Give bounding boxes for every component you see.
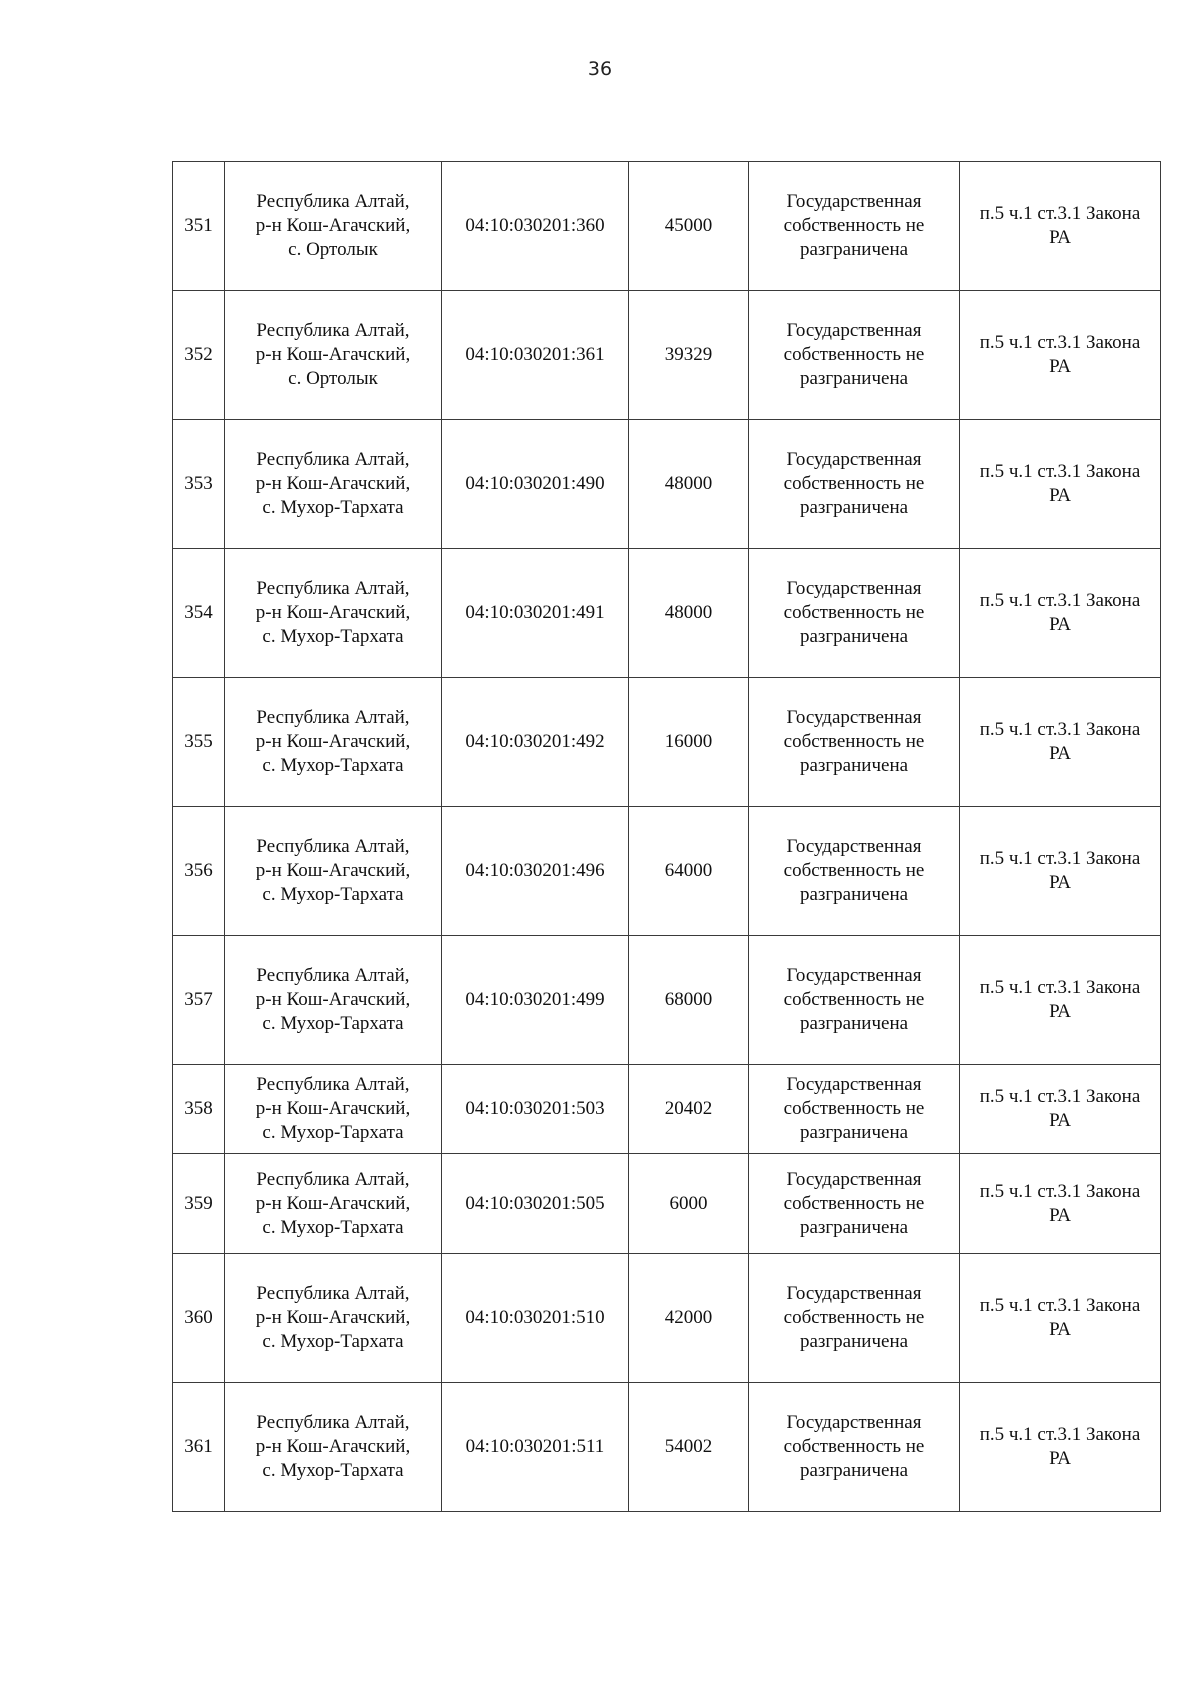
- legal-basis-cell-line: п.5 ч.1 ст.3.1 Закона: [979, 203, 1141, 224]
- area-cell: 48000: [629, 420, 749, 549]
- address-cell-line: с. Мухор-Тархата: [262, 1013, 404, 1034]
- cadastral-number-cell: 04:10:030201:511: [442, 1383, 629, 1512]
- cadastral-number-cell: 04:10:030201:505: [442, 1154, 629, 1254]
- address-cell-line: Республика Алтай,: [256, 1074, 410, 1095]
- row-number-cell: 355: [173, 678, 225, 807]
- ownership-cell-line: разграничена: [799, 1460, 909, 1481]
- legal-basis-cell: [960, 1383, 1161, 1512]
- legal-basis-cell-line: РА: [1049, 485, 1071, 506]
- row-number-cell: 356: [173, 807, 225, 936]
- ownership-cell-line: Государственная: [786, 578, 922, 599]
- table-row: [173, 936, 1161, 1065]
- ownership-cell-line: собственность не: [783, 860, 925, 881]
- address-cell-line: Республика Алтай,: [256, 320, 410, 341]
- table-row: [173, 1254, 1161, 1383]
- area-cell: 54002: [629, 1383, 749, 1512]
- cadastral-number-cell: 04:10:030201:510: [442, 1254, 629, 1383]
- address-cell-line: с. Мухор-Тархата: [262, 884, 404, 905]
- ownership-cell: [749, 162, 960, 291]
- ownership-cell-line: разграничена: [799, 884, 909, 905]
- legal-basis-cell: [960, 1065, 1161, 1154]
- address-cell: [225, 549, 442, 678]
- address-cell-line: с. Ортолык: [288, 239, 378, 260]
- cadastral-number-cell: 04:10:030201:361: [442, 291, 629, 420]
- ownership-cell-line: разграничена: [799, 1013, 909, 1034]
- ownership-cell-line: собственность не: [783, 344, 925, 365]
- address-cell-line: р-н Кош-Агачский,: [255, 731, 411, 752]
- ownership-cell-line: Государственная: [786, 965, 922, 986]
- address-cell-line: с. Ортолык: [288, 368, 378, 389]
- ownership-cell: [749, 936, 960, 1065]
- address-cell: [225, 420, 442, 549]
- row-number-cell: 357: [173, 936, 225, 1065]
- address-cell-line: Республика Алтай,: [256, 836, 410, 857]
- address-cell: [225, 291, 442, 420]
- ownership-cell: [749, 807, 960, 936]
- table-row: [173, 678, 1161, 807]
- legal-basis-cell-line: п.5 ч.1 ст.3.1 Закона: [979, 977, 1141, 998]
- address-cell-line: Республика Алтай,: [256, 1283, 410, 1304]
- ownership-cell-line: Государственная: [786, 707, 922, 728]
- table-row: [173, 162, 1161, 291]
- land-registry-table: [172, 161, 1161, 1512]
- address-cell-line: Республика Алтай,: [256, 1168, 410, 1190]
- cadastral-number-cell: 04:10:030201:491: [442, 549, 629, 678]
- address-cell-line: Республика Алтай,: [256, 191, 410, 212]
- ownership-cell-line: Государственная: [786, 1412, 922, 1433]
- legal-basis-cell-line: РА: [1049, 614, 1071, 635]
- legal-basis-cell-line: п.5 ч.1 ст.3.1 Закона: [979, 1086, 1141, 1107]
- ownership-cell-line: Государственная: [786, 191, 922, 212]
- legal-basis-cell: [960, 420, 1161, 549]
- area-cell: 68000: [629, 936, 749, 1065]
- legal-basis-cell-line: РА: [1049, 743, 1071, 764]
- address-cell: [225, 1154, 442, 1254]
- row-number-cell: 351: [173, 162, 225, 291]
- address-cell-line: Республика Алтай,: [256, 578, 410, 599]
- ownership-cell-line: Государственная: [786, 1168, 922, 1190]
- cadastral-number-cell: 04:10:030201:360: [442, 162, 629, 291]
- ownership-cell: [749, 1254, 960, 1383]
- area-cell: 64000: [629, 807, 749, 936]
- legal-basis-cell-line: РА: [1049, 227, 1071, 248]
- address-cell-line: Республика Алтай,: [256, 965, 410, 986]
- ownership-cell-line: разграничена: [799, 1331, 909, 1352]
- address-cell-line: Республика Алтай,: [256, 449, 410, 470]
- address-cell: [225, 162, 442, 291]
- ownership-cell-line: собственность не: [783, 1098, 925, 1119]
- ownership-cell: [749, 549, 960, 678]
- table-row: [173, 420, 1161, 549]
- legal-basis-cell-line: РА: [1049, 872, 1071, 893]
- legal-basis-cell: [960, 1254, 1161, 1383]
- legal-basis-cell: [960, 678, 1161, 807]
- cadastral-number-cell: 04:10:030201:490: [442, 420, 629, 549]
- legal-basis-cell-line: РА: [1049, 1001, 1071, 1022]
- address-cell-line: Республика Алтай,: [256, 1412, 410, 1433]
- ownership-cell-line: собственность не: [783, 1192, 925, 1214]
- area-cell: 20402: [629, 1065, 749, 1154]
- ownership-cell: [749, 1065, 960, 1154]
- legal-basis-cell-line: п.5 ч.1 ст.3.1 Закона: [979, 848, 1141, 869]
- ownership-cell-line: собственность не: [783, 989, 925, 1010]
- legal-basis-cell: [960, 807, 1161, 936]
- row-number-cell: 360: [173, 1254, 225, 1383]
- address-cell-line: с. Мухор-Тархата: [262, 626, 404, 647]
- address-cell-line: с. Мухор-Тархата: [262, 1331, 404, 1352]
- legal-basis-cell-line: РА: [1049, 1319, 1071, 1340]
- address-cell-line: р-н Кош-Агачский,: [255, 860, 411, 881]
- ownership-cell-line: Государственная: [786, 1283, 922, 1304]
- address-cell-line: р-н Кош-Агачский,: [255, 1436, 411, 1457]
- legal-basis-cell-line: п.5 ч.1 ст.3.1 Закона: [979, 719, 1141, 740]
- table-row: [173, 291, 1161, 420]
- area-cell: 45000: [629, 162, 749, 291]
- area-cell: 42000: [629, 1254, 749, 1383]
- ownership-cell-line: Государственная: [786, 836, 922, 857]
- cadastral-number-cell: 04:10:030201:503: [442, 1065, 629, 1154]
- ownership-cell-line: собственность не: [783, 1436, 925, 1457]
- table-row: [173, 1065, 1161, 1154]
- address-cell-line: р-н Кош-Агачский,: [255, 344, 411, 365]
- table-row: [173, 549, 1161, 678]
- legal-basis-cell-line: п.5 ч.1 ст.3.1 Закона: [979, 590, 1141, 611]
- address-cell: [225, 678, 442, 807]
- legal-basis-cell: [960, 936, 1161, 1065]
- legal-basis-cell-line: РА: [1049, 356, 1071, 377]
- address-cell-line: с. Мухор-Тархата: [262, 1460, 404, 1481]
- ownership-cell-line: разграничена: [799, 497, 909, 518]
- legal-basis-cell: [960, 1154, 1161, 1254]
- address-cell-line: Республика Алтай,: [256, 707, 410, 728]
- address-cell-line: с. Мухор-Тархата: [262, 1122, 404, 1143]
- ownership-cell: [749, 678, 960, 807]
- ownership-cell: [749, 291, 960, 420]
- ownership-cell-line: разграничена: [799, 368, 909, 389]
- cadastral-number-cell: 04:10:030201:492: [442, 678, 629, 807]
- area-cell: 48000: [629, 549, 749, 678]
- ownership-cell-line: разграничена: [799, 755, 909, 776]
- cadastral-number-cell: 04:10:030201:496: [442, 807, 629, 936]
- table-row: [173, 1383, 1161, 1512]
- row-number-cell: 354: [173, 549, 225, 678]
- legal-basis-cell-line: п.5 ч.1 ст.3.1 Закона: [979, 332, 1141, 353]
- legal-basis-cell-line: РА: [1049, 1110, 1071, 1131]
- address-cell-line: р-н Кош-Агачский,: [255, 1098, 411, 1119]
- ownership-cell-line: собственность не: [783, 602, 925, 623]
- ownership-cell-line: разграничена: [799, 239, 909, 260]
- address-cell: [225, 1383, 442, 1512]
- ownership-cell-line: Государственная: [786, 1074, 922, 1095]
- area-cell: 16000: [629, 678, 749, 807]
- address-cell-line: р-н Кош-Агачский,: [255, 215, 411, 236]
- address-cell-line: с. Мухор-Тархата: [262, 1216, 404, 1238]
- address-cell: [225, 807, 442, 936]
- area-cell: 39329: [629, 291, 749, 420]
- legal-basis-cell-line: РА: [1049, 1204, 1071, 1226]
- address-cell-line: с. Мухор-Тархата: [262, 755, 404, 776]
- address-cell-line: р-н Кош-Агачский,: [255, 989, 411, 1010]
- legal-basis-cell-line: п.5 ч.1 ст.3.1 Закона: [979, 461, 1141, 482]
- address-cell-line: р-н Кош-Агачский,: [255, 1192, 411, 1214]
- row-number-cell: 353: [173, 420, 225, 549]
- legal-basis-cell-line: РА: [1049, 1448, 1071, 1469]
- row-number-cell: 361: [173, 1383, 225, 1512]
- row-number-cell: 359: [173, 1154, 225, 1254]
- address-cell-line: р-н Кош-Агачский,: [255, 1307, 411, 1328]
- table-row: [173, 1154, 1161, 1254]
- ownership-cell-line: разграничена: [799, 1216, 909, 1238]
- area-cell: 6000: [629, 1154, 749, 1254]
- ownership-cell-line: разграничена: [799, 1122, 909, 1143]
- address-cell: [225, 1254, 442, 1383]
- table-row: [173, 807, 1161, 936]
- registry-table-body: [173, 162, 1161, 1512]
- address-cell-line: р-н Кош-Агачский,: [255, 602, 411, 623]
- ownership-cell-line: разграничена: [799, 626, 909, 647]
- ownership-cell-line: Государственная: [786, 320, 922, 341]
- ownership-cell-line: собственность не: [783, 215, 925, 236]
- legal-basis-cell-line: п.5 ч.1 ст.3.1 Закона: [979, 1295, 1141, 1316]
- address-cell: [225, 1065, 442, 1154]
- legal-basis-cell: [960, 549, 1161, 678]
- ownership-cell-line: Государственная: [786, 449, 922, 470]
- legal-basis-cell: [960, 162, 1161, 291]
- row-number-cell: 358: [173, 1065, 225, 1154]
- address-cell-line: с. Мухор-Тархата: [262, 497, 404, 518]
- address-cell-line: р-н Кош-Агачский,: [255, 473, 411, 494]
- page-number: 36: [587, 58, 613, 80]
- legal-basis-cell-line: п.5 ч.1 ст.3.1 Закона: [979, 1180, 1141, 1202]
- ownership-cell: [749, 420, 960, 549]
- ownership-cell-line: собственность не: [783, 473, 925, 494]
- ownership-cell: [749, 1383, 960, 1512]
- legal-basis-cell: [960, 291, 1161, 420]
- row-number-cell: 352: [173, 291, 225, 420]
- address-cell: [225, 936, 442, 1065]
- ownership-cell-line: собственность не: [783, 731, 925, 752]
- cadastral-number-cell: 04:10:030201:499: [442, 936, 629, 1065]
- ownership-cell-line: собственность не: [783, 1307, 925, 1328]
- legal-basis-cell-line: п.5 ч.1 ст.3.1 Закона: [979, 1424, 1141, 1445]
- ownership-cell: [749, 1154, 960, 1254]
